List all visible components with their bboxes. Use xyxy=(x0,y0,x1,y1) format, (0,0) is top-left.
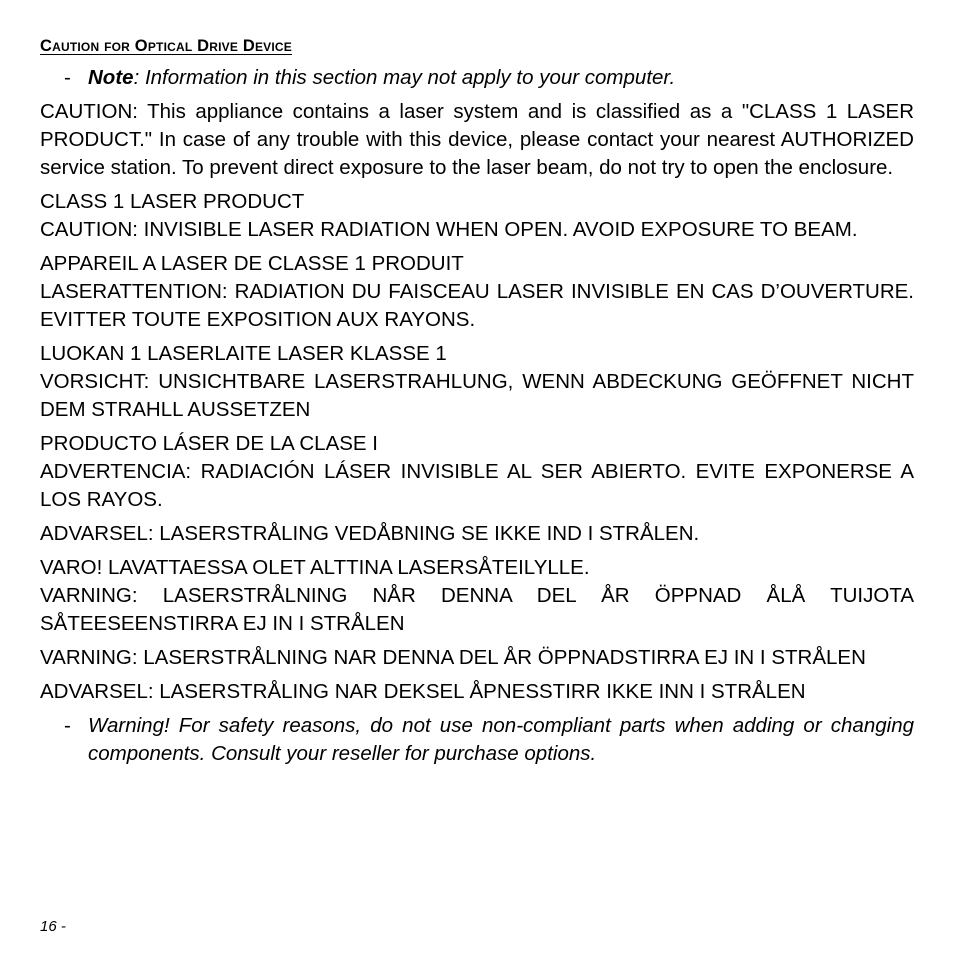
laser-block-line: APPAREIL A LASER DE CLASSE 1 PRODUIT xyxy=(40,252,464,275)
page-number: 16 - xyxy=(40,918,66,935)
laser-block-line: ADVERTENCIA: RADIACIÓN LÁSER INVISIBLE AL SER ABIERTO. EVITE EXPONERSE A LOS RAYOS. xyxy=(40,460,914,511)
laser-block-line: ADVARSEL: LASERSTRÅLING NAR DEKSEL ÅPNESSTIRR IKKE INN I STRÅLEN xyxy=(40,680,806,703)
warning-text: Warning! For safety reasons, do not use non-compliant parts when adding or changing components. Consult your reseller for purchase options. xyxy=(88,714,914,765)
note-warning xyxy=(40,712,914,768)
note-text: : Information in this section may not apply to your computer. xyxy=(133,66,676,89)
caution-main-text: CAUTION: This appliance contains a laser system and is classified as a "CLASS 1 LASER PRODUCT." In case of any trouble with this device, please contact your nearest AUTHORIZED service station. To prevent direct exposure to the laser beam, do not try to open the enclosure. xyxy=(40,100,914,179)
laser-block-line: VARNING: LASERSTRÅLNING NAR DENNA DEL ÅR ÖPPNADSTIRRA EJ IN I STRÅLEN xyxy=(40,646,866,669)
laser-block-line: VARO! LAVATTAESSA OLET ALTTINA LASERSÅTEILYLLE. xyxy=(40,556,590,579)
laser-block-fi-sv xyxy=(40,554,914,638)
laser-block-line: CLASS 1 LASER PRODUCT xyxy=(40,190,305,213)
note-dash: - xyxy=(64,66,71,89)
note-label: Note xyxy=(88,66,134,89)
laser-block-line: LASERATTENTION: RADIATION DU FAISCEAU LASER INVISIBLE EN CAS D’OUVERTURE. EVITTER TOUTE EXPOSITION AUX RAYONS. xyxy=(40,280,914,331)
laser-block-de xyxy=(40,340,914,424)
laser-block-da xyxy=(40,520,914,548)
laser-block-fr xyxy=(40,250,914,334)
laser-block-line: VORSICHT: UNSICHTBARE LASERSTRAHLUNG, WENN ABDECKUNG GEÖFFNET NICHT DEM STRAHLL AUSSETZEN xyxy=(40,370,914,421)
laser-block-line: VARNING: LASERSTRÅLNING NÅR DENNA DEL ÅR ÖPPNAD ÅLÅ TUIJOTA SÅTEESEENSTIRRA EJ IN I STRÅLEN xyxy=(40,584,914,635)
document-page xyxy=(40,34,914,768)
laser-block-line: CAUTION: INVISIBLE LASER RADIATION WHEN OPEN. AVOID EXPOSURE TO BEAM. xyxy=(40,218,858,241)
laser-block-en xyxy=(40,188,914,244)
section-heading: Caution for Optical Drive Device xyxy=(40,37,292,55)
warning-dash: - xyxy=(64,714,71,737)
laser-block-no xyxy=(40,678,914,706)
caution-main-block xyxy=(40,98,914,182)
laser-block-sv xyxy=(40,644,914,672)
note-information xyxy=(40,64,914,92)
laser-block-line: LUOKAN 1 LASERLAITE LASER KLASSE 1 xyxy=(40,342,447,365)
laser-block-line: PRODUCTO LÁSER DE LA CLASE I xyxy=(40,432,378,455)
laser-block-es xyxy=(40,430,914,514)
laser-block-line: ADVARSEL: LASERSTRÅLING VEDÅBNING SE IKKE IND I STRÅLEN. xyxy=(40,522,700,545)
